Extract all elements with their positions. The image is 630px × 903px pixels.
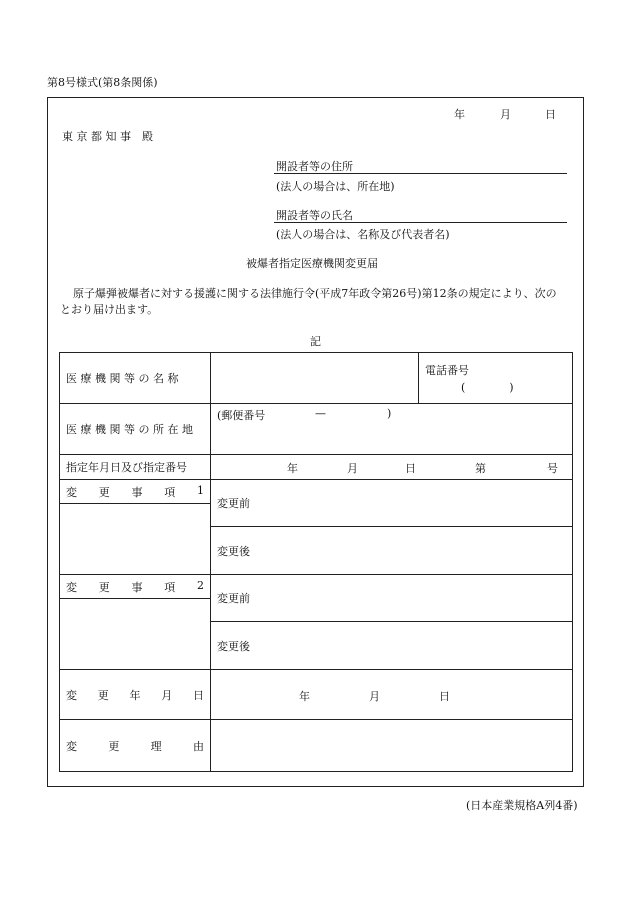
facility-name-field[interactable]: [211, 353, 419, 404]
change-item-1-char: 変: [66, 485, 77, 499]
designation-number-suffix: 号: [547, 462, 558, 475]
change-reason-char: 更: [108, 739, 120, 753]
change-item-1-char: 事: [131, 485, 143, 499]
phone-field[interactable]: [419, 353, 573, 404]
change-1-after-label: 変更後: [217, 544, 250, 558]
ki-heading: 記: [310, 335, 321, 348]
designation-field[interactable]: [211, 455, 573, 480]
change-item-2-char: 事: [131, 580, 143, 594]
change-date-field[interactable]: [211, 670, 573, 720]
change-reason-char: 理: [150, 739, 162, 753]
applicant-name-label: 開設者等の氏名: [276, 209, 353, 222]
change-item-2-char: 更: [98, 580, 110, 594]
change-item-2-value-field[interactable]: [60, 599, 211, 670]
change-2-before-label: 変更前: [217, 592, 250, 605]
change-item-1-char: 項: [164, 485, 176, 499]
change-2-after-label: 変更後: [217, 639, 250, 653]
change-item-2-char: 項: [164, 580, 176, 594]
facility-address-label-cell: [60, 404, 211, 455]
change-date-char: 更: [97, 688, 109, 702]
applicant-name-note: (法人の場合は、名称及び代表者名): [276, 228, 450, 241]
date-month-label: 月: [500, 108, 511, 121]
applicant-name-line[interactable]: [274, 222, 567, 223]
change-date-label-cell: [60, 670, 211, 720]
body-text-line-2: とおり届け出ます。: [60, 303, 159, 316]
applicant-address-note: (法人の場合は、所在地): [276, 180, 395, 193]
change-date-month: 月: [369, 689, 380, 703]
change-date-char: 年: [129, 688, 141, 702]
designation-year: 年: [287, 462, 298, 475]
facility-name-label: 医 療 機 関 等 の 名 称: [66, 372, 179, 385]
postal-close: ): [387, 407, 392, 420]
details-table: [59, 352, 573, 772]
paper-size-note: (日本産業規格A列4番): [466, 799, 578, 812]
change-1-before-label: 変更前: [217, 497, 250, 510]
phone-paren: ( ): [461, 381, 514, 394]
change-2-after-field[interactable]: [211, 622, 573, 670]
applicant-address-line[interactable]: [274, 173, 567, 174]
change-date-day: 日: [439, 689, 450, 703]
designation-number-prefix: 第: [475, 462, 486, 475]
change-item-2-label-cell: [60, 575, 211, 599]
postal-label: (郵便番号: [217, 409, 266, 422]
change-1-after-field[interactable]: [211, 527, 573, 575]
designation-label-cell: [60, 455, 211, 480]
body-text-line-1: 原子爆弾被爆者に対する援護に関する法律施行令(平成7年政令第26号)第12条の規定により、次の: [73, 287, 557, 300]
form-number: 第8号様式(第8条関係): [47, 76, 158, 89]
applicant-address-label: 開設者等の住所: [276, 160, 353, 173]
document-title: 被爆者指定医療機関変更届: [246, 257, 378, 270]
facility-address-label: 医 療 機 関 等 の 所 在 地: [66, 423, 193, 436]
designation-month: 月: [347, 462, 358, 475]
change-date-char: 変: [66, 688, 77, 702]
change-1-before-field[interactable]: [211, 480, 573, 527]
facility-address-field[interactable]: [211, 404, 573, 455]
facility-name-label-cell: [60, 353, 211, 404]
change-date-char: 日: [193, 688, 204, 702]
change-reason-label-cell: [60, 720, 211, 772]
change-reason-field[interactable]: [211, 720, 573, 772]
date-year-label: 年: [454, 108, 465, 121]
phone-label: 電話番号: [425, 364, 469, 377]
change-reason-char: 変: [66, 739, 77, 753]
change-item-2-char: 変: [66, 580, 77, 594]
change-item-2-char: 2: [197, 578, 204, 592]
change-item-1-value-field[interactable]: [60, 504, 211, 575]
designation-day: 日: [405, 462, 416, 475]
change-date-char: 月: [161, 688, 173, 702]
change-item-1-char: 更: [98, 485, 110, 499]
change-2-before-field[interactable]: [211, 575, 573, 622]
change-item-1-char: 1: [197, 483, 204, 497]
change-reason-char: 由: [192, 739, 204, 753]
designation-label: 指定年月日及び指定番号: [66, 461, 187, 474]
change-item-1-label-cell: [60, 480, 211, 504]
date-day-label: 日: [545, 108, 556, 121]
addressee: 東 京 都 知 事 殿: [62, 130, 153, 143]
postal-dash: —: [315, 407, 326, 420]
change-date-year: 年: [299, 689, 310, 703]
